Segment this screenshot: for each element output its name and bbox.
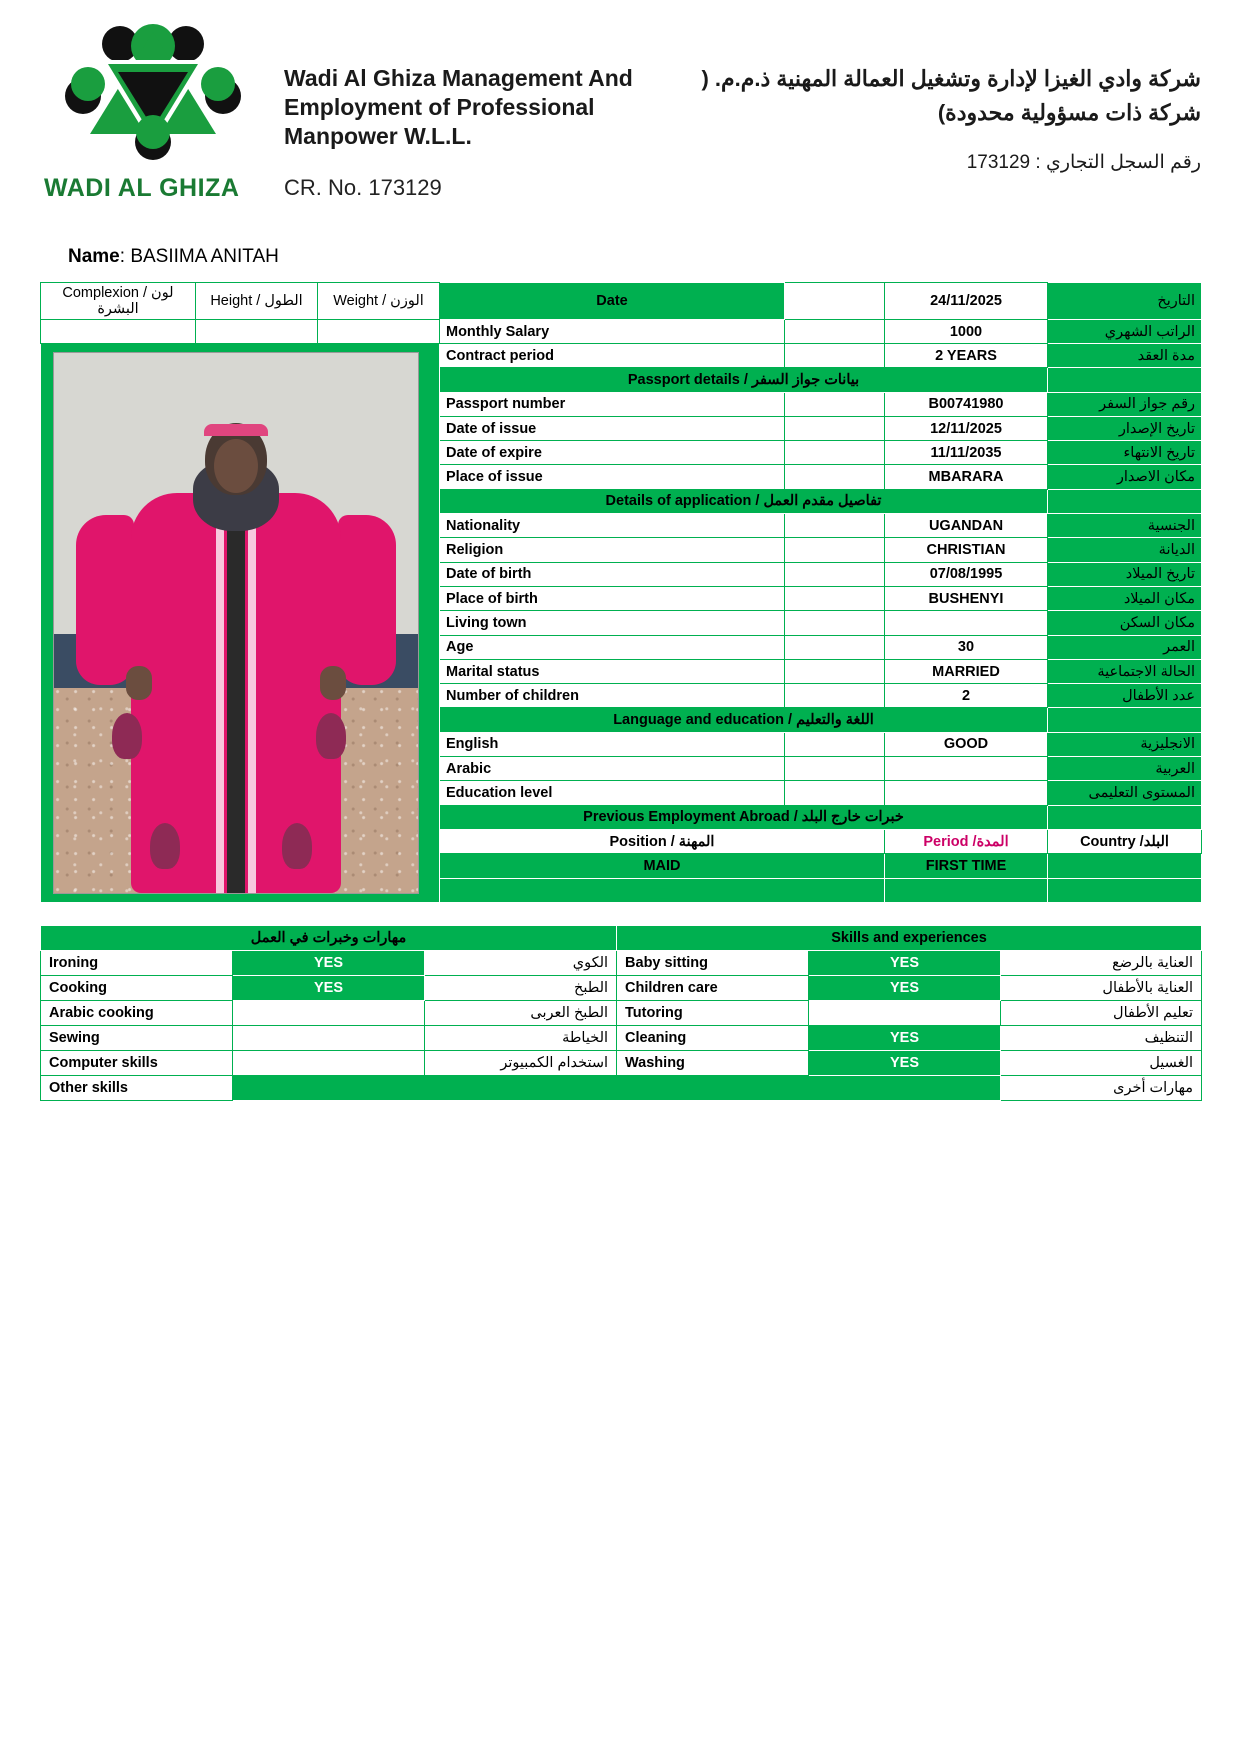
place-of-birth-spacer <box>785 586 885 610</box>
skill-cleaning-arabic: التنظيف <box>1001 1026 1202 1051</box>
number-of-children-arabic: عدد الأطفال <box>1048 684 1202 708</box>
age-value: 30 <box>885 635 1048 659</box>
nationality-label: Nationality <box>440 514 785 538</box>
name-colon: : <box>119 246 131 267</box>
living-town-value <box>885 611 1048 635</box>
application-section-title: Details of application / تفاصيل مقدم العمل <box>440 489 1048 513</box>
skill-tutoring-label: Tutoring <box>617 1001 809 1026</box>
skill-baby-sitting-arabic: العناية بالرضع <box>1001 951 1202 976</box>
arabic-spacer <box>785 757 885 781</box>
monthly-salary-label: Monthly Salary <box>440 320 785 344</box>
applicant-details-table <box>40 282 1202 903</box>
previous-employment-spacer <box>1048 805 1202 829</box>
skill-washing-value: YES <box>809 1051 1001 1076</box>
monthly-salary-arabic: الراتب الشهري <box>1048 320 1202 344</box>
previous-period-value: FIRST TIME <box>885 854 1048 878</box>
date-of-birth-value: 07/08/1995 <box>885 562 1048 586</box>
skill-cooking-label: Cooking <box>41 976 233 1001</box>
english-arabic: الانجليزية <box>1048 732 1202 756</box>
number-of-children-spacer <box>785 684 885 708</box>
english-label: English <box>440 732 785 756</box>
skill-children-care-arabic: العناية بالأطفال <box>1001 976 1202 1001</box>
previous-employment-section-title: Previous Employment Abroad / خبرات خارج البلد <box>440 805 1048 829</box>
table-row <box>41 320 1202 344</box>
photo-frame <box>53 352 419 894</box>
monthly-salary-value: 1000 <box>885 320 1048 344</box>
skill-children-care-value: YES <box>809 976 1001 1001</box>
skill-ironing-label: Ironing <box>41 951 233 976</box>
skills-title-english: Skills and experiences <box>617 926 1202 951</box>
table-row <box>41 1076 1202 1101</box>
applicant-name-line <box>68 246 1201 268</box>
cr-number-english: CR. No. 173129 <box>284 174 442 200</box>
contract-period-spacer <box>785 344 885 368</box>
nationality-arabic: الجنسية <box>1048 514 1202 538</box>
religion-value: CHRISTIAN <box>885 538 1048 562</box>
skill-baby-sitting-label: Baby sitting <box>617 951 809 976</box>
date-of-issue-value: 12/11/2025 <box>885 416 1048 440</box>
logo-wordmark: WADI AL GHIZA <box>44 174 240 202</box>
date-of-expire-value: 11/11/2035 <box>885 441 1048 465</box>
applicant-name-value: BASIIMA ANITAH <box>130 246 279 267</box>
marital-status-label: Marital status <box>440 659 785 683</box>
skill-computer-arabic: استخدام الكمبيوتر <box>425 1051 617 1076</box>
skill-cleaning-value: YES <box>809 1026 1001 1051</box>
date-value: 24/11/2025 <box>885 283 1048 320</box>
religion-arabic: الديانة <box>1048 538 1202 562</box>
skill-arabic-cooking-value <box>233 1001 425 1026</box>
education-level-spacer <box>785 781 885 805</box>
skill-sewing-label: Sewing <box>41 1026 233 1051</box>
passport-number-arabic: رقم جواز السفر <box>1048 392 1202 416</box>
place-of-issue-spacer <box>785 465 885 489</box>
date-of-birth-spacer <box>785 562 885 586</box>
contract-period-label: Contract period <box>440 344 785 368</box>
skill-tutoring-arabic: تعليم الأطفال <box>1001 1001 1202 1026</box>
living-town-label: Living town <box>440 611 785 635</box>
document-header <box>40 18 1201 236</box>
skill-arabic-cooking-label: Arabic cooking <box>41 1001 233 1026</box>
education-level-value <box>885 781 1048 805</box>
place-of-issue-value: MBARARA <box>885 465 1048 489</box>
date-of-expire-spacer <box>785 441 885 465</box>
nationality-spacer <box>785 514 885 538</box>
skill-ironing-arabic: الكوي <box>425 951 617 976</box>
skill-arabic-cooking-arabic: الطبخ العربى <box>425 1001 617 1026</box>
marital-status-spacer <box>785 659 885 683</box>
passport-section-spacer <box>1048 368 1202 392</box>
date-of-expire-label: Date of expire <box>440 441 785 465</box>
marital-status-value: MARRIED <box>885 659 1048 683</box>
table-row <box>41 1051 1202 1076</box>
place-of-birth-label: Place of birth <box>440 586 785 610</box>
date-header: Date <box>440 283 785 320</box>
table-row <box>41 1001 1202 1026</box>
passport-number-value: B00741980 <box>885 392 1048 416</box>
english-spacer <box>785 732 885 756</box>
education-level-label: Education level <box>440 781 785 805</box>
education-level-arabic: المستوى التعليمى <box>1048 781 1202 805</box>
applicant-name-label: Name <box>68 246 120 267</box>
weight-value <box>318 320 440 344</box>
country-column-header: Country /البلد <box>1048 829 1202 853</box>
table-row <box>41 1026 1202 1051</box>
age-arabic: العمر <box>1048 635 1202 659</box>
previous-position-value-2 <box>440 878 885 902</box>
previous-country-value <box>1048 854 1202 878</box>
date-of-issue-spacer <box>785 416 885 440</box>
date-of-expire-arabic: تاريخ الانتهاء <box>1048 441 1202 465</box>
skill-other-arabic: مهارات أخرى <box>1001 1076 1202 1101</box>
company-name-english <box>284 18 684 202</box>
passport-number-spacer <box>785 392 885 416</box>
date-header-arabic: التاريخ <box>1048 283 1202 320</box>
position-column-header: Position / المهنة <box>440 829 885 853</box>
monthly-salary-spacer <box>785 320 885 344</box>
skill-computer-label: Computer skills <box>41 1051 233 1076</box>
date-of-issue-arabic: تاريخ الإصدار <box>1048 416 1202 440</box>
table-row <box>41 344 1202 368</box>
skill-children-care-label: Children care <box>617 976 809 1001</box>
place-of-birth-arabic: مكان الميلاد <box>1048 586 1202 610</box>
date-spacer <box>785 283 885 320</box>
religion-label: Religion <box>440 538 785 562</box>
place-of-issue-arabic: مكان الاصدار <box>1048 465 1202 489</box>
skill-computer-value <box>233 1051 425 1076</box>
arabic-value <box>885 757 1048 781</box>
contract-period-arabic: مدة العقد <box>1048 344 1202 368</box>
skill-baby-sitting-value: YES <box>809 951 1001 976</box>
passport-section-title: Passport details / بيانات جواز السفر <box>440 368 1048 392</box>
cr-number-arabic: رقم السجل التجاري : 173129 <box>966 152 1201 174</box>
wadi-al-ghiza-logo-icon <box>48 24 258 174</box>
place-of-issue-label: Place of issue <box>440 465 785 489</box>
skill-other-label: Other skills <box>41 1076 233 1101</box>
company-name-arabic <box>698 18 1201 178</box>
weight-header: Weight / الوزن <box>318 283 440 320</box>
number-of-children-value: 2 <box>885 684 1048 708</box>
application-section-spacer <box>1048 489 1202 513</box>
skill-cleaning-label: Cleaning <box>617 1026 809 1051</box>
skill-washing-arabic: الغسيل <box>1001 1051 1202 1076</box>
passport-number-label: Passport number <box>440 392 785 416</box>
applicant-photo <box>41 344 440 903</box>
skill-other-value <box>233 1076 1001 1101</box>
company-name-en-text: Wadi Al Ghiza Management And Employment of Professional Manpower W.L.L. <box>284 65 633 150</box>
arabic-language-arabic: العربية <box>1048 757 1202 781</box>
table-row <box>41 951 1202 976</box>
height-value <box>196 320 318 344</box>
age-label: Age <box>440 635 785 659</box>
table-row <box>41 926 1202 951</box>
nationality-value: UGANDAN <box>885 514 1048 538</box>
skills-title-arabic: مهارات وخبرات في العمل <box>41 926 617 951</box>
skill-sewing-arabic: الخياطة <box>425 1026 617 1051</box>
skill-tutoring-value <box>809 1001 1001 1026</box>
skill-ironing-value: YES <box>233 951 425 976</box>
age-spacer <box>785 635 885 659</box>
skill-cooking-arabic: الطبخ <box>425 976 617 1001</box>
complexion-value <box>41 320 196 344</box>
height-header: Height / الطول <box>196 283 318 320</box>
company-logo <box>40 18 270 203</box>
previous-country-value-2 <box>1048 878 1202 902</box>
language-section-spacer <box>1048 708 1202 732</box>
skills-table <box>40 925 1202 1101</box>
religion-spacer <box>785 538 885 562</box>
english-value: GOOD <box>885 732 1048 756</box>
contract-period-value: 2 YEARS <box>885 344 1048 368</box>
number-of-children-label: Number of children <box>440 684 785 708</box>
skill-cooking-value: YES <box>233 976 425 1001</box>
place-of-birth-value: BUSHENYI <box>885 586 1048 610</box>
arabic-label: Arabic <box>440 757 785 781</box>
marital-status-arabic: الحالة الاجتماعية <box>1048 659 1202 683</box>
complexion-header: Complexion / لون البشرة <box>41 283 196 320</box>
company-name-ar-text: شركة وادي الغيزا لإدارة وتشغيل العمالة المهنية ذ.م.م. ( شركة ذات مسؤولية محدودة) <box>701 66 1201 126</box>
living-town-spacer <box>785 611 885 635</box>
language-section-title: Language and education / اللغة والتعليم <box>440 708 1048 732</box>
previous-period-value-2 <box>885 878 1048 902</box>
date-of-birth-label: Date of birth <box>440 562 785 586</box>
date-of-birth-arabic: تاريخ الميلاد <box>1048 562 1202 586</box>
table-row <box>41 283 1202 320</box>
table-row <box>41 976 1202 1001</box>
date-of-issue-label: Date of issue <box>440 416 785 440</box>
living-town-arabic: مكان السكن <box>1048 611 1202 635</box>
skill-washing-label: Washing <box>617 1051 809 1076</box>
previous-position-value: MAID <box>440 854 885 878</box>
skill-sewing-value <box>233 1026 425 1051</box>
period-column-header: Period /المدة <box>885 829 1048 853</box>
